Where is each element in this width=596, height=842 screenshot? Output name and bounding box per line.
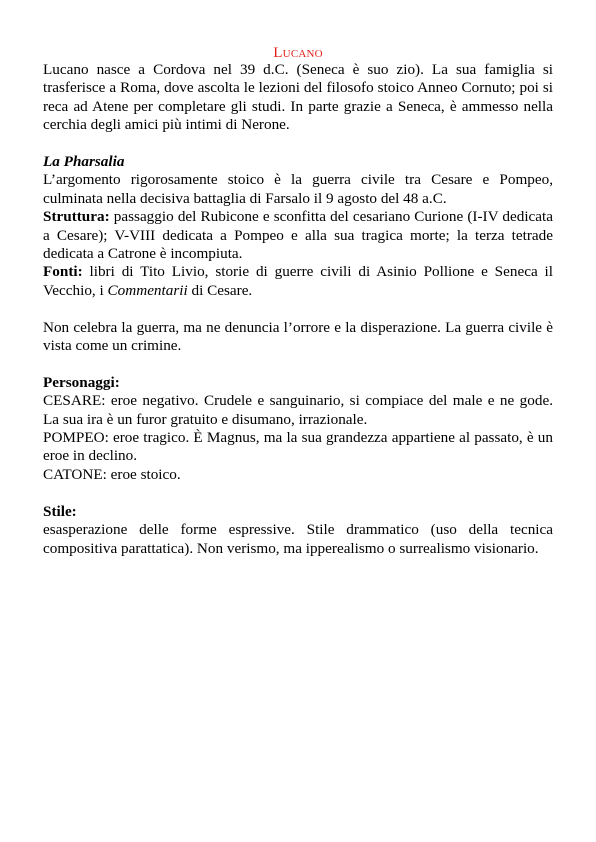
guerra-paragraph: Non celebra la guerra, ma ne denuncia l’orrore e la disperazione. La guerra civile è vista come un crimine. [43, 318, 553, 355]
personaggio-catone: CATONE: eroe stoico. [43, 465, 181, 483]
intro-paragraph: Lucano nasce a Cordova nel 39 d.C. (Seneca è suo zio). La sua famiglia si trasferisce a Roma, dove ascolta le lezioni del filosofo stoico Anneo Cornuto; poi si reca ad Atene per completare gli studi. In parte grazie a Seneca, è ammesso nella cerchia degli amici più intimi di Nerone. [43, 61, 553, 134]
struttura-text: passaggio del Rubicone e sconfitta del cesariano Curione (I-IV dedicata a Cesare); V-VIII dedicata a Pompeo e alla sua tragica morte; la terza tetrade dedicata a Catrone è incompiuta. [43, 208, 553, 263]
pharsalia-fonti [43, 263, 553, 300]
pharsalia-struttura [43, 208, 553, 263]
stile-paragraph: esasperazione delle forme espressive. Stile drammatico (uso della tecnica compositiva parattatica). Non verismo, ma ipperealismo o surrealismo visionario. [43, 521, 553, 557]
fonti-label: Fonti: [43, 263, 83, 281]
spacer [43, 355, 553, 373]
spacer [43, 484, 553, 502]
spacer [43, 135, 553, 153]
fonti-italic: Commentarii [107, 281, 188, 299]
spacer [43, 300, 553, 318]
pharsalia-heading: La Pharsalia [43, 153, 125, 171]
personaggi-heading: Personaggi: [43, 373, 120, 391]
page-title: Lucano [273, 44, 323, 61]
personaggio-pompeo: POMPEO: eroe tragico. È Magnus, ma la sua grandezza appartiene al passato, è un eroe in declino. [43, 429, 553, 465]
personaggio-cesare: CESARE: eroe negativo. Crudele e sanguinario, si compiace del male e ne gode. La sua ira è un furor gratuito e disumano, irrazionale. [43, 392, 553, 428]
pharsalia-argomento: L’argomento rigorosamente stoico è la guerra civile tra Cesare e Pompeo, culminata nella decisiva battaglia di Farsalo il 9 agosto del 48 a.C. [43, 171, 553, 207]
fonti-text-2: di Cesare. [187, 281, 253, 299]
stile-heading: Stile: [43, 502, 77, 520]
fonti-text-1: libri di Tito Livio, storie di guerre civili di Asinio Pollione e Seneca il Vecchio, i [43, 263, 553, 299]
struttura-label: Struttura: [43, 208, 110, 226]
document-page [43, 44, 553, 558]
